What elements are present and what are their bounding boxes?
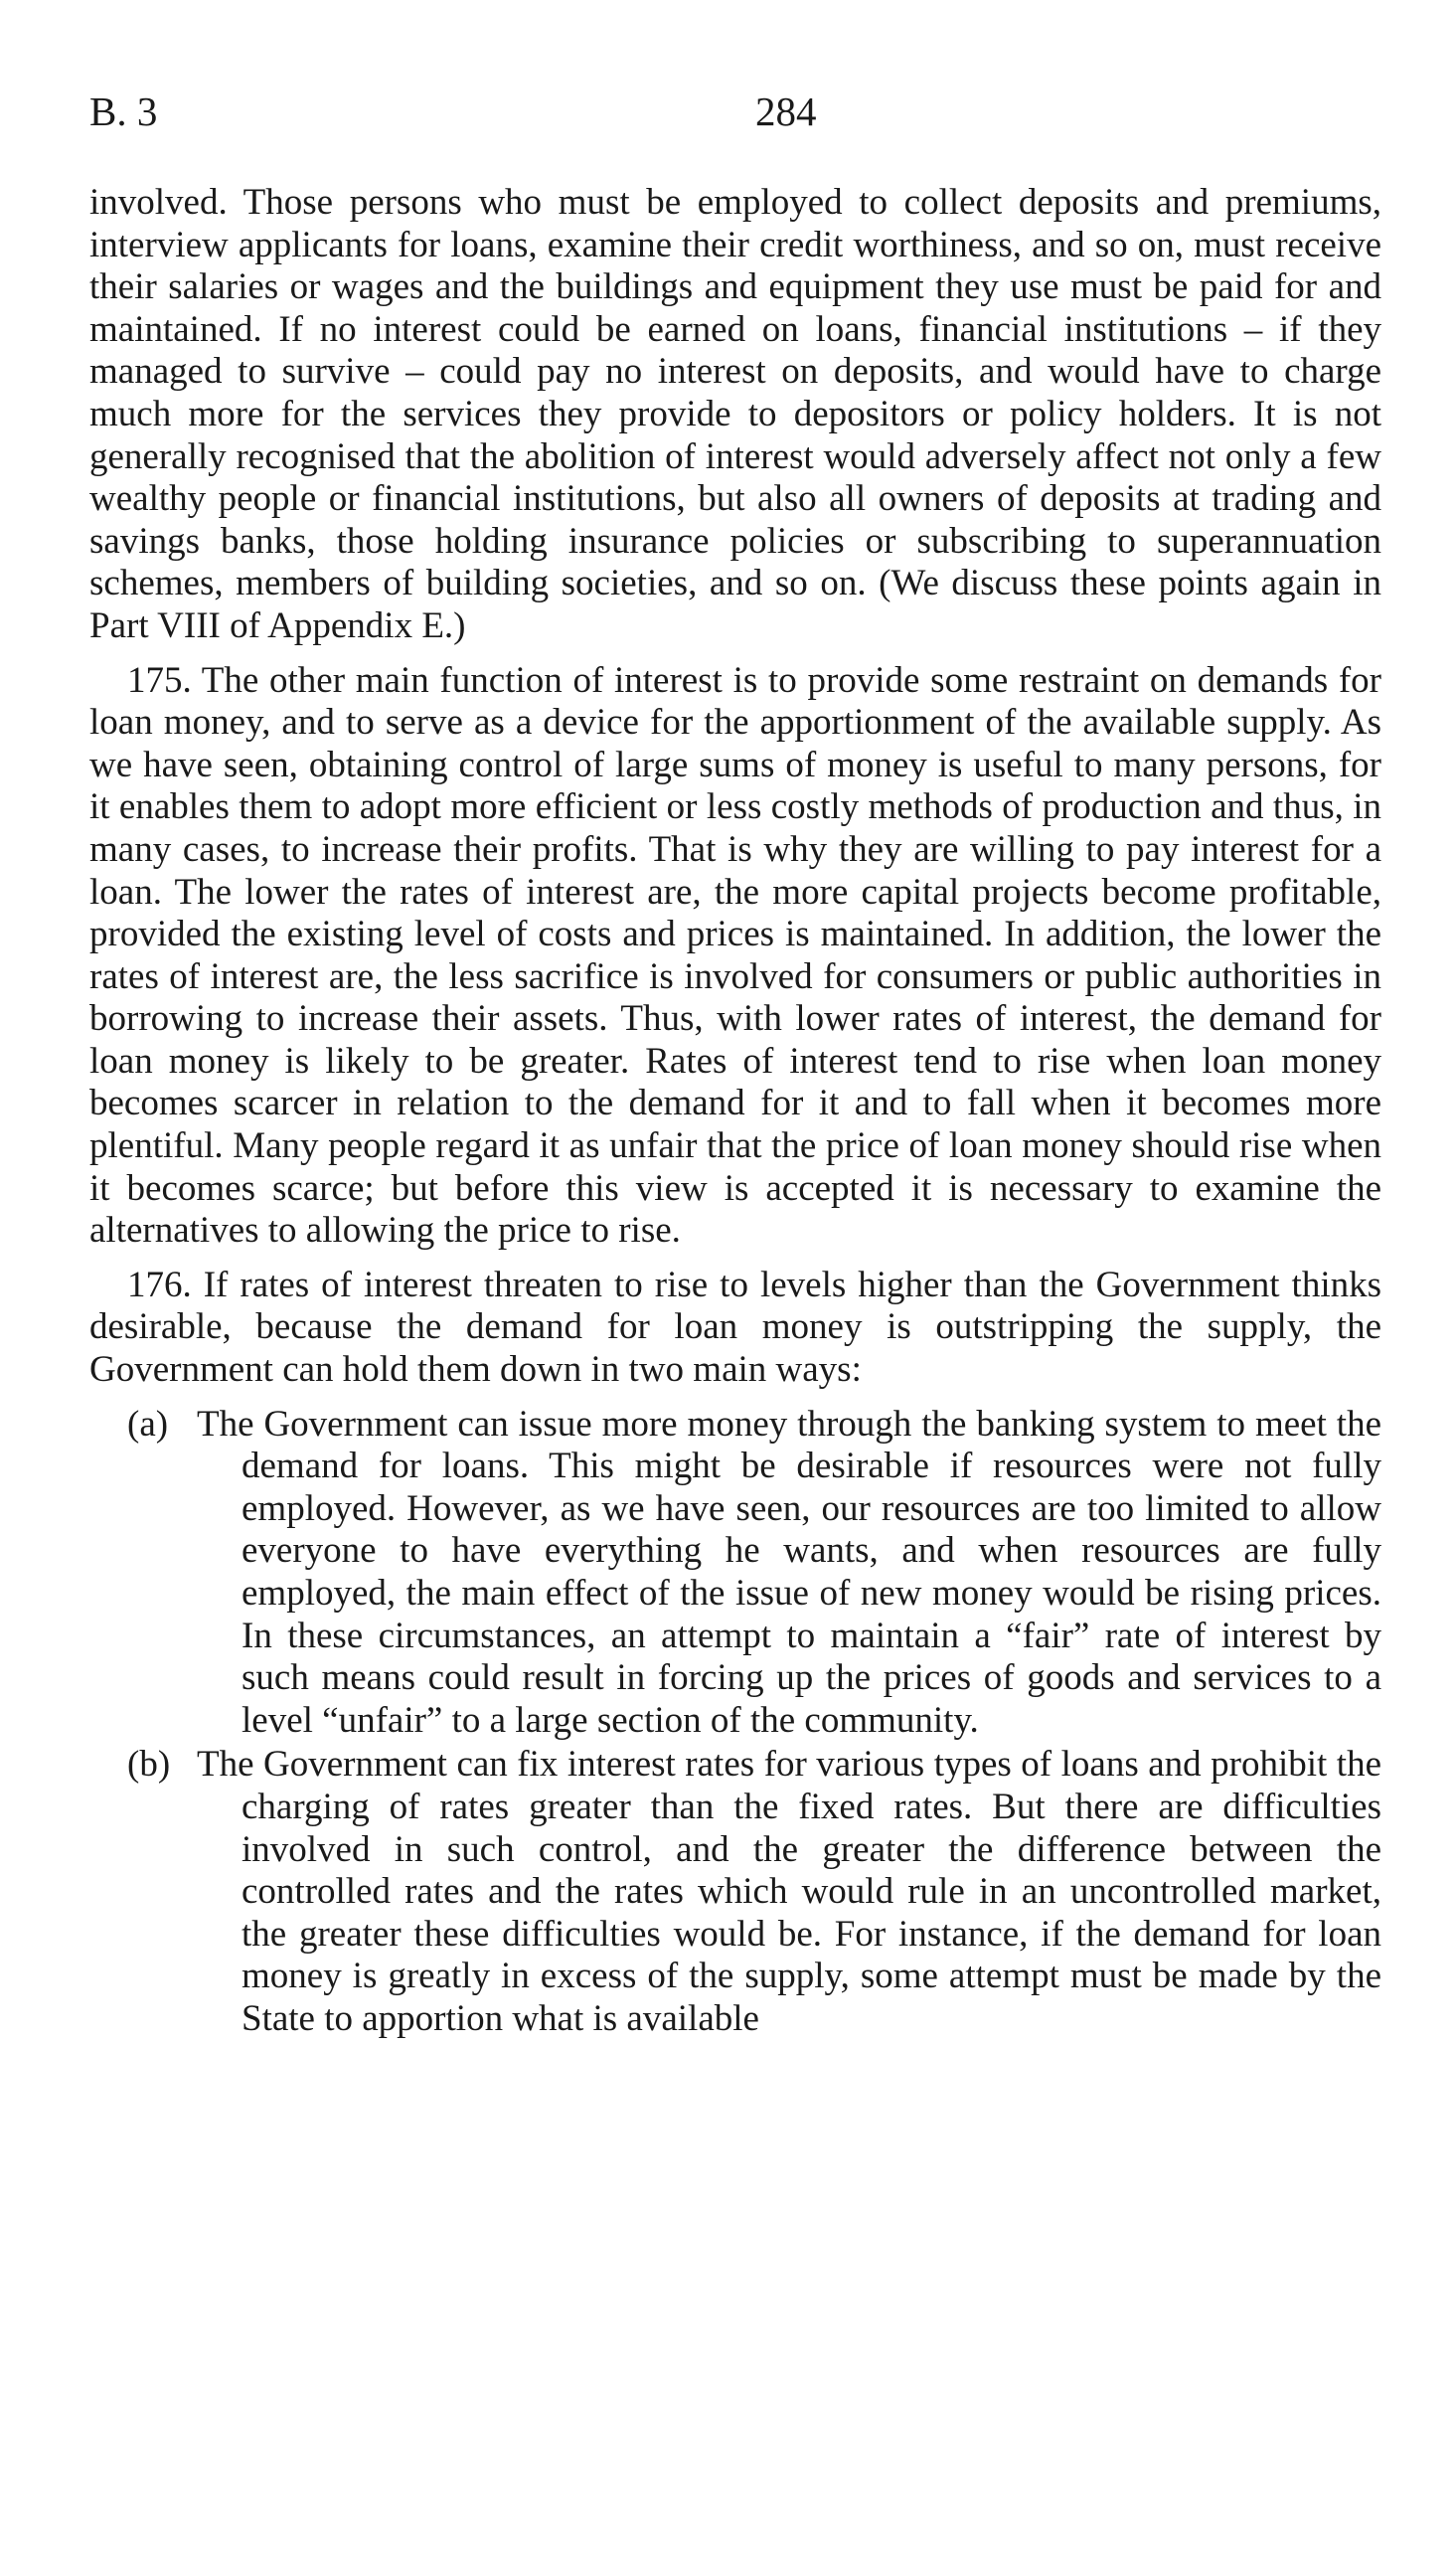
paragraph-176: 176. If rates of interest threaten to rise to levels higher than the Government thinks desirable, because the demand for loan money is outstripping the supply, the Government can hold them down in two main ways: — [89, 1264, 1381, 1391]
page-header — [89, 82, 1381, 141]
list-item-text: The Government can fix interest rates for various types of loans and prohibit the charging of rates greater than the fixed rates. But there are difficulties involved in such control, and the greater the difference between the controlled rates and the rates which would rule in an uncontrolled market, the greater these difficulties would be. For instance, if the demand for loan money is greatly in excess of the supply, some attempt must be made by the State to apportion what is available — [197, 1744, 1381, 2039]
paragraph-175: 175. The other main function of interest is to provide some restraint on demands for loan money, and to serve as a device for the apportionment of the available supply. As we have seen, obtaining control of large sums of money is useful to many persons, for it enables them to adopt more efficient or less costly methods of production and thus, in many cases, to increase their profits. That is why they are willing to pay interest for a loan. The lower the rates of interest are, the more capital projects become profitable, provided the existing level of costs and prices is maintained. In addition, the lower the rates of interest are, the less sacrifice is involved for consumers or public authorities in borrowing to increase their assets. Thus, with lower rates of interest, the demand for loan money is likely to be greater. Rates of interest tend to rise when loan money becomes scarcer in relation to the demand for it and to fall when it becomes more plentiful. Many people regard it as unfair that the price of loan money should rise when it becomes scarce; but before this view is accepted it is necessary to examine the alternatives to allowing the price to rise. — [89, 659, 1381, 1252]
page-number: 284 — [755, 88, 817, 134]
list-item-label: (b) — [127, 1744, 171, 1786]
list-item-label: (a) — [127, 1403, 169, 1445]
document-reference: B. 3 — [89, 88, 158, 134]
body-text — [89, 182, 1381, 2041]
paragraph-continuation: involved. Those persons who must be employed to collect deposits and premiums, interview applicants for loans, examine their credit worthiness, and so on, must receive their salaries or wages and the buildings and equipment they use must be paid for and maintained. If no interest could be earned on loans, financial institutions – if they managed to survive – could pay no interest on deposits, and would have to charge much more for the services they provide to depositors or policy holders. It is not generally recognised that the abolition of interest would adversely affect not only a few wealthy people or financial institutions, but also all owners of deposits at trading and savings banks, those holding insurance policies or subscribing to superannuation schemes, members of building societies, and so on. (We discuss these points again in Part VIII of Appendix E.) — [89, 182, 1381, 646]
list-item-text: The Government can issue more money through the banking system to meet the demand for loans. This might be desirable if resources were not fully employed. However, as we have seen, our resources are too limited to allow everyone to have everything he wants, and when resources are fully employed, the main effect of the issue of new money would be rising prices. In these circumstances, an attempt to maintain a “fair” rate of interest by such means could result in forcing up the prices of goods and services to a level “unfair” to a large section of the community. — [197, 1403, 1381, 1741]
list-item-b — [89, 1744, 1381, 2040]
list-item-a — [89, 1404, 1381, 1743]
